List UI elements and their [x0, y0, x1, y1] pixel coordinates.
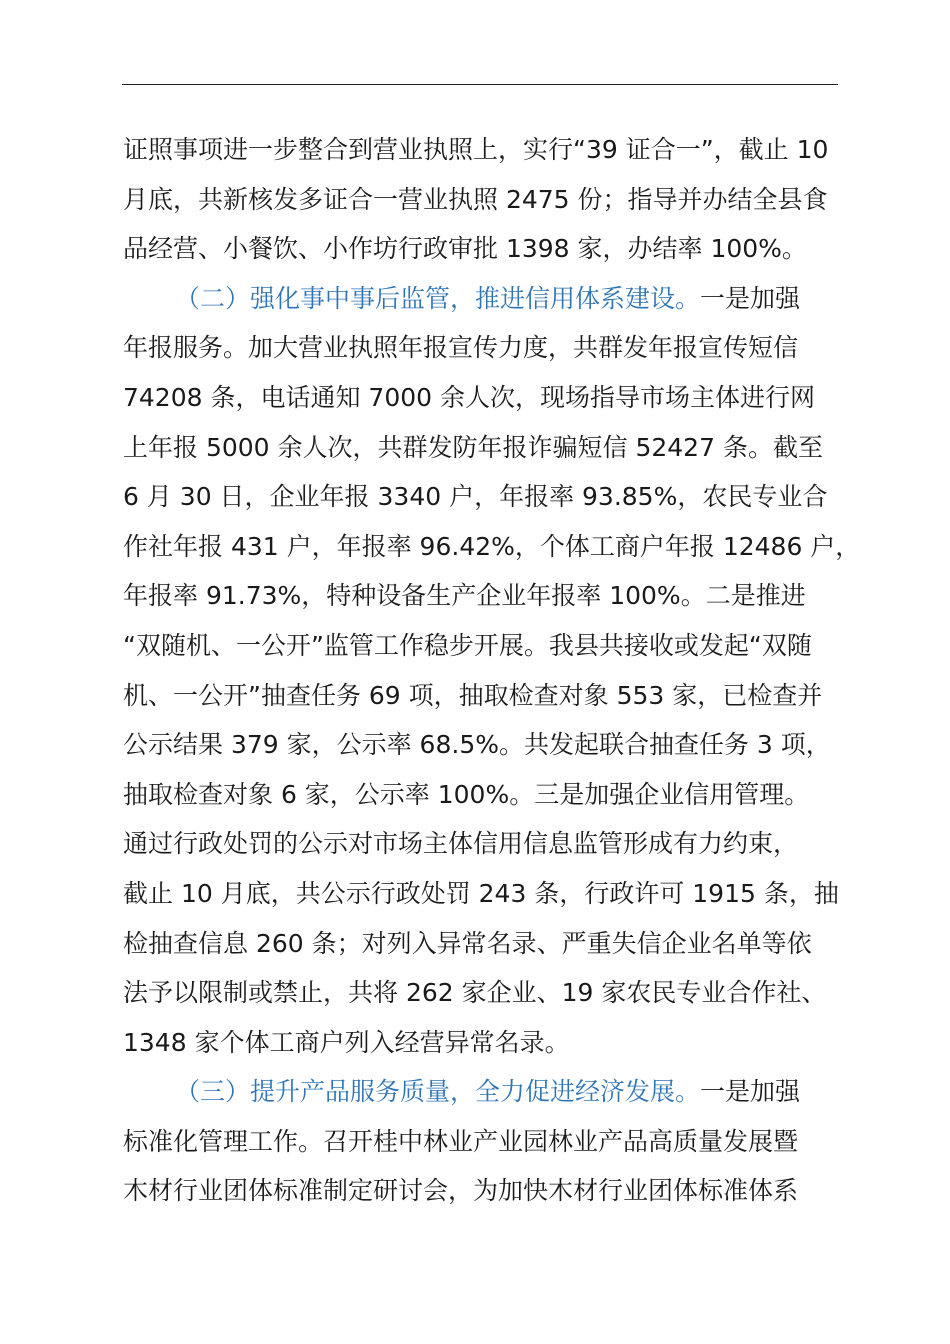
text-line: 公示结果 379 家，公示率 68.5%。共发起联合抽查任务 3 项，	[123, 730, 831, 760]
paragraph-first-line	[123, 274, 839, 324]
section-heading: （三）提升产品服务质量，全力促进经济发展。	[175, 1077, 701, 1107]
text-line: 1348 家个体工商户列入经营异常名录。	[123, 1027, 570, 1057]
text-line: 上年报 5000 余人次，共群发防年报诈骗短信 52427 条。截至	[123, 432, 823, 462]
text-line: 证照事项进一步整合到营业执照上，实行“39 证合一”，截止 10	[123, 135, 829, 164]
text-line: 6 月 30 日，企业年报 3340 户，年报率 93.85%，农民专业合	[123, 482, 828, 512]
text-span: 一是加强	[700, 1077, 801, 1107]
text-line: 标准化管理工作。召开桂中林业产业园林业产品高质量发展暨	[123, 1126, 799, 1156]
text-line: 年报率 91.73%，特种设备生产企业年报率 100%。二是推进	[123, 581, 806, 611]
paragraph-first-line	[123, 1067, 839, 1117]
text-line: 木材行业团体标准制定研讨会，为加快木材行业团体标准体系	[123, 1176, 799, 1206]
text-line: 截止 10 月底，共公示行政处罚 243 条，行政许可 1915 条，抽	[123, 878, 839, 908]
text-line: 法予以限制或禁止，共将 262 家企业、19 家农民专业合作社、	[123, 978, 827, 1008]
paragraph-2	[123, 274, 861, 1068]
section-heading: （二）强化事中事后监管，推进信用体系建设。	[175, 283, 701, 313]
text-span: 一是加强	[700, 283, 801, 313]
text-line: “双随机、一公开”监管工作稳步开展。我县共接收或发起“双随	[123, 630, 812, 660]
paragraph-1	[123, 125, 839, 274]
text-line: 品经营、小餐饮、小作坊行政审批 1398 家，办结率 100%。	[123, 234, 807, 264]
text-line: 机、一公开”抽查任务 69 项，抽取检查对象 553 家，已检查并	[123, 680, 823, 710]
header-rule	[122, 84, 838, 85]
text-line: 月底，共新核发多证合一营业执照 2475 份；指导并办结全县食	[123, 184, 828, 214]
document-body	[123, 125, 861, 1216]
text-line: 74208 条，电话通知 7000 余人次，现场指导市场主体进行网	[123, 382, 815, 412]
text-line: 抽取检查对象 6 家，公示率 100%。三是加强企业信用管理。	[123, 779, 810, 809]
text-line: 检抽查信息 260 条；对列入异常名录、严重失信企业名单等依	[123, 928, 812, 958]
text-line: 作社年报 431 户，年报率 96.42%，个体工商户年报 12486 户，	[123, 531, 861, 561]
text-line: 年报服务。加大营业执照年报宣传力度，共群发年报宣传短信	[123, 333, 799, 363]
paragraph-3	[123, 1067, 839, 1216]
text-line: 通过行政处罚的公示对市场主体信用信息监管形成有力约束，	[123, 829, 799, 859]
